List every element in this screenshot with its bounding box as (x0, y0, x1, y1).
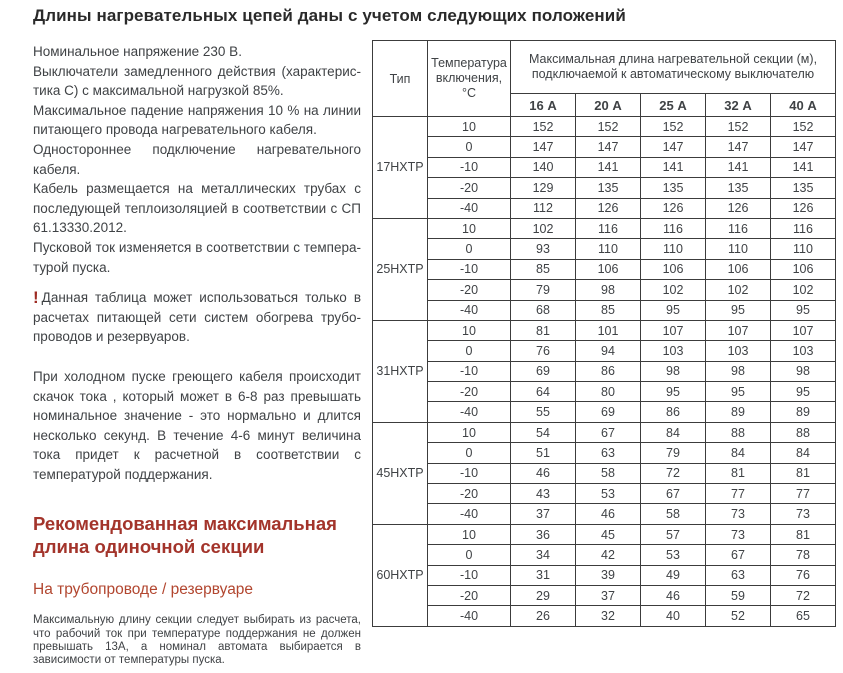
table-row (373, 341, 836, 361)
temperature-cell: -10 (428, 361, 511, 381)
length-value-cell: 49 (641, 565, 706, 585)
length-value-cell: 126 (576, 198, 641, 218)
page-title: Длины нагревательных цепей даны с учетом следующих положений (33, 6, 626, 25)
length-value-cell: 68 (511, 300, 576, 320)
length-value-cell: 147 (771, 137, 836, 157)
temperature-cell: 10 (428, 422, 511, 442)
length-value-cell: 46 (641, 585, 706, 605)
length-value-cell: 88 (706, 422, 771, 442)
length-value-cell: 102 (771, 280, 836, 300)
temperature-cell: 0 (428, 545, 511, 565)
temperature-cell: -10 (428, 565, 511, 585)
length-value-cell: 67 (706, 545, 771, 565)
length-value-cell: 88 (771, 422, 836, 442)
table-row (373, 565, 836, 585)
length-value-cell: 95 (641, 300, 706, 320)
length-value-cell: 103 (771, 341, 836, 361)
length-value-cell: 107 (641, 320, 706, 340)
length-value-cell: 26 (511, 606, 576, 626)
temperature-cell: -20 (428, 585, 511, 605)
type-cell: 17HXTP (373, 117, 428, 219)
assumption-paragraph: Максимальное падение напряжения 10 % на линии питающего провода нагревательного кабеля. (33, 102, 361, 138)
length-value-cell: 51 (511, 443, 576, 463)
length-value-cell: 95 (706, 382, 771, 402)
fine-print: Максимальную длину секции следует выбирать из расчета, что рабочий ток при температуре поддержания не должен превышать 13А, а номинал автомата выбирается в зависимости от температуры пуска. (33, 614, 361, 667)
length-value-cell: 79 (641, 443, 706, 463)
temperature-cell: 10 (428, 320, 511, 340)
length-value-cell: 86 (641, 402, 706, 422)
length-value-cell: 39 (576, 565, 641, 585)
length-value-cell: 37 (511, 504, 576, 524)
length-value-cell: 152 (641, 117, 706, 137)
length-value-cell: 81 (706, 463, 771, 483)
temperature-cell: -40 (428, 504, 511, 524)
length-value-cell: 64 (511, 382, 576, 402)
length-value-cell: 73 (771, 504, 836, 524)
length-value-cell: 147 (641, 137, 706, 157)
length-value-cell: 95 (706, 300, 771, 320)
length-value-cell: 73 (706, 524, 771, 544)
length-value-cell: 63 (576, 443, 641, 463)
length-value-cell: 85 (511, 259, 576, 279)
temperature-cell: -40 (428, 606, 511, 626)
length-value-cell: 152 (511, 117, 576, 137)
temperature-column-header: Температура включения, °С (428, 41, 511, 117)
table-row (373, 239, 836, 259)
length-value-cell: 54 (511, 422, 576, 442)
length-value-cell: 147 (511, 137, 576, 157)
length-value-cell: 116 (706, 218, 771, 238)
table-row (373, 361, 836, 381)
length-value-cell: 102 (511, 218, 576, 238)
length-value-cell: 81 (771, 463, 836, 483)
length-value-cell: 141 (641, 157, 706, 177)
length-value-cell: 53 (576, 484, 641, 504)
length-value-cell: 135 (706, 178, 771, 198)
table-row (373, 300, 836, 320)
length-value-cell: 152 (576, 117, 641, 137)
length-value-cell: 65 (771, 606, 836, 626)
length-value-cell: 152 (706, 117, 771, 137)
length-value-cell: 98 (641, 361, 706, 381)
length-value-cell: 126 (641, 198, 706, 218)
assumption-paragraph: Пусковой ток изменяется в соответствии с темпера-турой пуска. (33, 239, 361, 275)
length-value-cell: 116 (576, 218, 641, 238)
max-length-table (372, 40, 836, 627)
temperature-cell: 10 (428, 218, 511, 238)
temperature-cell: 0 (428, 341, 511, 361)
type-column-header: Тип (373, 41, 428, 117)
left-column (33, 42, 361, 667)
length-value-cell: 40 (641, 606, 706, 626)
length-value-cell: 135 (576, 178, 641, 198)
length-value-cell: 89 (706, 402, 771, 422)
temperature-cell: -20 (428, 484, 511, 504)
length-value-cell: 46 (511, 463, 576, 483)
length-value-cell: 76 (511, 341, 576, 361)
table-row (373, 402, 836, 422)
cold-start-paragraph: При холодном пуске греющего кабеля происходит скачок тока , который может в 6-8 раз превышать номинальное значение - это нормально и длится несколько секунд. В течение 4-6 минут величина тока придет к расчетной в соответствии с температурой поддержания. (33, 368, 361, 482)
note-text: Данная таблица может использоваться только в расчетах питающей сети систем обогрева трубо-проводов и резервуаров. (33, 290, 361, 345)
length-value-cell: 107 (771, 320, 836, 340)
length-value-cell: 126 (706, 198, 771, 218)
length-value-cell: 77 (706, 484, 771, 504)
length-value-cell: 141 (576, 157, 641, 177)
table-header-row (373, 41, 836, 94)
length-value-cell: 110 (576, 239, 641, 259)
length-value-cell: 94 (576, 341, 641, 361)
length-value-cell: 116 (771, 218, 836, 238)
length-value-cell: 135 (641, 178, 706, 198)
length-value-cell: 52 (706, 606, 771, 626)
length-value-cell: 81 (771, 524, 836, 544)
table-row (373, 218, 836, 238)
temperature-cell: 0 (428, 443, 511, 463)
length-value-cell: 95 (641, 382, 706, 402)
length-value-cell: 69 (576, 402, 641, 422)
length-value-cell: 63 (706, 565, 771, 585)
length-value-cell: 95 (771, 382, 836, 402)
type-cell: 25HXTP (373, 218, 428, 320)
table-row (373, 259, 836, 279)
table-row (373, 504, 836, 524)
table-row (373, 463, 836, 483)
length-value-cell: 103 (641, 341, 706, 361)
length-value-cell: 84 (706, 443, 771, 463)
table-row (373, 280, 836, 300)
temperature-cell: 10 (428, 117, 511, 137)
length-value-cell: 106 (576, 259, 641, 279)
length-value-cell: 58 (576, 463, 641, 483)
length-value-cell: 72 (641, 463, 706, 483)
temperature-cell: -20 (428, 382, 511, 402)
length-value-cell: 141 (706, 157, 771, 177)
length-value-cell: 59 (706, 585, 771, 605)
length-value-cell: 110 (641, 239, 706, 259)
max-length-span-header: Максимальная длина нагревательной секции (м), подключаемой к автоматическому выключателю (511, 41, 836, 94)
table-row (373, 320, 836, 340)
length-value-cell: 79 (511, 280, 576, 300)
amp-column-header: 32 А (706, 94, 771, 117)
length-value-cell: 106 (771, 259, 836, 279)
length-value-cell: 147 (576, 137, 641, 157)
length-value-cell: 32 (576, 606, 641, 626)
temperature-cell: -20 (428, 280, 511, 300)
amp-column-header: 40 А (771, 94, 836, 117)
assumption-paragraph: Номинальное напряжение 230 В. (33, 44, 242, 59)
type-cell: 45HXTP (373, 422, 428, 524)
length-value-cell: 141 (771, 157, 836, 177)
table-row (373, 524, 836, 544)
pipe-tank-subheading: На трубопроводе / резервуаре (33, 581, 254, 599)
length-value-cell: 29 (511, 585, 576, 605)
length-value-cell: 43 (511, 484, 576, 504)
length-value-cell: 77 (771, 484, 836, 504)
type-cell: 31HXTP (373, 320, 428, 422)
length-value-cell: 37 (576, 585, 641, 605)
length-value-cell: 57 (641, 524, 706, 544)
length-value-cell: 89 (771, 402, 836, 422)
length-value-cell: 102 (706, 280, 771, 300)
assumption-paragraph: Одностороннее подключение нагревательного кабеля. (33, 141, 361, 177)
table-row (373, 178, 836, 198)
length-value-cell: 98 (576, 280, 641, 300)
length-value-cell: 69 (511, 361, 576, 381)
table-row (373, 585, 836, 605)
length-value-cell: 80 (576, 382, 641, 402)
amp-column-header: 20 А (576, 94, 641, 117)
length-value-cell: 116 (641, 218, 706, 238)
length-value-cell: 95 (771, 300, 836, 320)
length-value-cell: 147 (706, 137, 771, 157)
length-value-cell: 67 (641, 484, 706, 504)
length-value-cell: 126 (771, 198, 836, 218)
table-row (373, 484, 836, 504)
temperature-cell: -10 (428, 157, 511, 177)
type-cell: 60HXTP (373, 524, 428, 626)
table-row (373, 117, 836, 137)
length-value-cell: 34 (511, 545, 576, 565)
length-value-cell: 107 (706, 320, 771, 340)
assumption-paragraph: Выключатели замедленного действия (характерис-тика С) с максимальной нагрузкой 85%. (33, 63, 361, 99)
length-value-cell: 55 (511, 402, 576, 422)
length-value-cell: 84 (641, 422, 706, 442)
table-row (373, 422, 836, 442)
length-value-cell: 112 (511, 198, 576, 218)
recommended-length-heading: Рекомендованная максимальная длина одиночной секции (33, 513, 337, 558)
temperature-cell: 0 (428, 137, 511, 157)
temperature-cell: 0 (428, 239, 511, 259)
length-value-cell: 152 (771, 117, 836, 137)
length-value-cell: 53 (641, 545, 706, 565)
length-value-cell: 98 (706, 361, 771, 381)
temperature-cell: 10 (428, 524, 511, 544)
assumption-paragraph: Кабель размещается на металлических трубах с последующей теплоизоляцией в соответствии с СП 61.13330.2012. (33, 181, 361, 236)
note-paragraph (33, 288, 361, 347)
table-row (373, 443, 836, 463)
length-value-cell: 46 (576, 504, 641, 524)
temperature-cell: -40 (428, 198, 511, 218)
length-value-cell: 102 (641, 280, 706, 300)
length-value-cell: 129 (511, 178, 576, 198)
length-value-cell: 67 (576, 422, 641, 442)
length-value-cell: 85 (576, 300, 641, 320)
length-value-cell: 86 (576, 361, 641, 381)
table-row (373, 157, 836, 177)
temperature-cell: -20 (428, 178, 511, 198)
length-value-cell: 103 (706, 341, 771, 361)
table-row (373, 545, 836, 565)
length-value-cell: 98 (771, 361, 836, 381)
length-value-cell: 93 (511, 239, 576, 259)
temperature-cell: -40 (428, 300, 511, 320)
length-value-cell: 45 (576, 524, 641, 544)
length-value-cell: 58 (641, 504, 706, 524)
temperature-cell: -10 (428, 463, 511, 483)
length-value-cell: 36 (511, 524, 576, 544)
length-value-cell: 110 (706, 239, 771, 259)
amp-column-header: 25 А (641, 94, 706, 117)
length-value-cell: 78 (771, 545, 836, 565)
length-value-cell: 106 (641, 259, 706, 279)
table-row (373, 382, 836, 402)
amp-column-header: 16 А (511, 94, 576, 117)
length-value-cell: 76 (771, 565, 836, 585)
length-value-cell: 101 (576, 320, 641, 340)
temperature-cell: -40 (428, 402, 511, 422)
table-row (373, 137, 836, 157)
length-value-cell: 135 (771, 178, 836, 198)
length-value-cell: 140 (511, 157, 576, 177)
length-value-cell: 73 (706, 504, 771, 524)
length-value-cell: 81 (511, 320, 576, 340)
assumptions-list (33, 42, 361, 277)
length-value-cell: 84 (771, 443, 836, 463)
length-value-cell: 72 (771, 585, 836, 605)
temperature-cell: -10 (428, 259, 511, 279)
table-row (373, 606, 836, 626)
exclamation-icon: ! (33, 288, 39, 308)
length-value-cell: 110 (771, 239, 836, 259)
length-value-cell: 106 (706, 259, 771, 279)
length-value-cell: 31 (511, 565, 576, 585)
table-row (373, 198, 836, 218)
length-value-cell: 42 (576, 545, 641, 565)
